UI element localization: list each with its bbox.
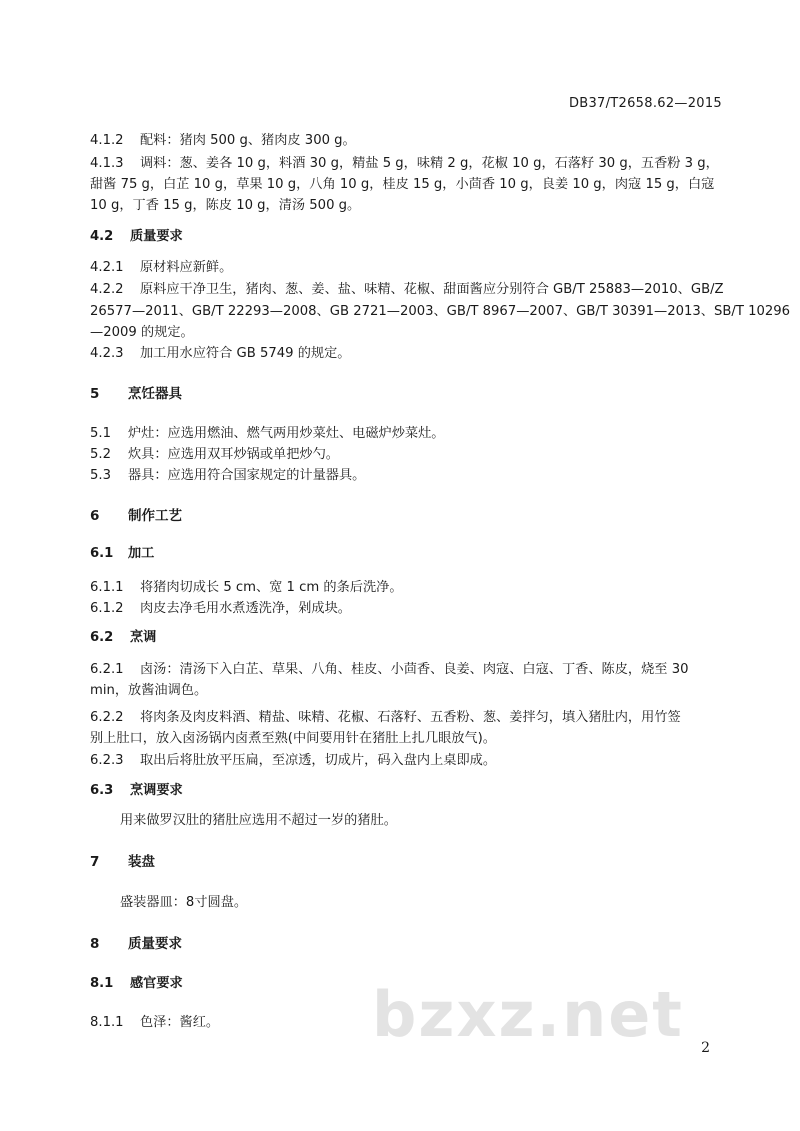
clause-5-3: 5.3 器具：应选用符合国家规定的计量器具。 — [90, 468, 366, 483]
clause-4-2-2-cont-1: 26577—2011、GB/T 22293—2008、GB 2721—2003、GB/T 8967—2007、GB/T 30391—2013、SB/T 10296 — [90, 304, 791, 319]
watermark: bzxz.net — [372, 978, 684, 1051]
heading-6-2: 6.2 烹调 — [90, 630, 157, 645]
heading-5: 5 烹饪器具 — [90, 386, 182, 402]
clause-4-1-2: 4.1.2 配料：猪肉 500 g、猪肉皮 300 g。 — [90, 133, 356, 148]
heading-6-3: 6.3 烹调要求 — [90, 783, 183, 798]
document-code: DB37/T2658.62—2015 — [568, 96, 722, 111]
heading-8: 8 质量要求 — [90, 936, 182, 952]
clause-4-2-3: 4.2.3 加工用水应符合 GB 5749 的规定。 — [90, 346, 351, 361]
clause-4-1-3: 4.1.3 调料：葱、姜各 10 g，料酒 30 g，精盐 5 g，味精 2 g，花椒 10 g，石落籽 30 g，五香粉 3 g， — [90, 156, 719, 171]
page-number: 2 — [701, 1040, 710, 1056]
clause-6-2-2-cont: 别上肚口，放入卤汤锅内卤煮至熟(中间要用针在猪肚上扎几眼放气)。 — [90, 731, 496, 746]
heading-6: 6 制作工艺 — [90, 508, 182, 524]
heading-8-1: 8.1 感官要求 — [90, 976, 183, 991]
clause-6-2-2: 6.2.2 将肉条及肉皮料酒、精盐、味精、花椒、石落籽、五香粉、葱、姜拌匀，填入猪肚内，用竹签 — [90, 710, 681, 725]
clause-4-2-2: 4.2.2 原料应干净卫生，猪肉、葱、姜、盐、味精、花椒、甜面酱应分别符合 GB/T 25883—2010、GB/Z — [90, 282, 724, 297]
clause-7-text: 盛装器皿：8寸圆盘。 — [120, 895, 248, 910]
clause-5-2: 5.2 炊具：应选用双耳炒锅或单把炒勺。 — [90, 447, 339, 462]
clause-6-2-1: 6.2.1 卤汤：清汤下入白芷、草果、八角、桂皮、小茴香、良姜、肉寇、白寇、丁香、陈皮，烧至 30 — [90, 662, 689, 677]
clause-8-1-1: 8.1.1 色泽：酱红。 — [90, 1015, 220, 1030]
heading-4-2: 4.2 质量要求 — [90, 229, 183, 244]
heading-6-1: 6.1 加工 — [90, 546, 155, 561]
clause-6-2-1-cont: min，放酱油调色。 — [90, 683, 208, 698]
clause-6-2-3: 6.2.3 取出后将肚放平压扁，至凉透，切成片，码入盘内上桌即成。 — [90, 753, 497, 768]
clause-6-1-2: 6.1.2 肉皮去净毛用水煮透洗净，剁成块。 — [90, 601, 351, 616]
clause-6-3-text: 用来做罗汉肚的猪肚应选用不超过一岁的猪肚。 — [120, 813, 397, 828]
clause-4-2-1: 4.2.1 原材料应新鲜。 — [90, 260, 233, 275]
clause-4-1-3-cont-2: 10 g，丁香 15 g，陈皮 10 g，清汤 500 g。 — [90, 198, 361, 213]
heading-7: 7 装盘 — [90, 854, 155, 870]
clause-5-1: 5.1 炉灶：应选用燃油、燃气两用炒菜灶、电磁炉炒菜灶。 — [90, 426, 445, 441]
clause-4-2-2-cont-2: —2009 的规定。 — [90, 325, 194, 340]
clause-6-1-1: 6.1.1 将猪肉切成长 5 cm、宽 1 cm 的条后洗净。 — [90, 580, 403, 595]
clause-4-1-3-cont-1: 甜酱 75 g，白芷 10 g，草果 10 g，八角 10 g，桂皮 15 g，小茴香 10 g，良姜 10 g，肉寇 15 g，白寇 — [90, 177, 715, 192]
